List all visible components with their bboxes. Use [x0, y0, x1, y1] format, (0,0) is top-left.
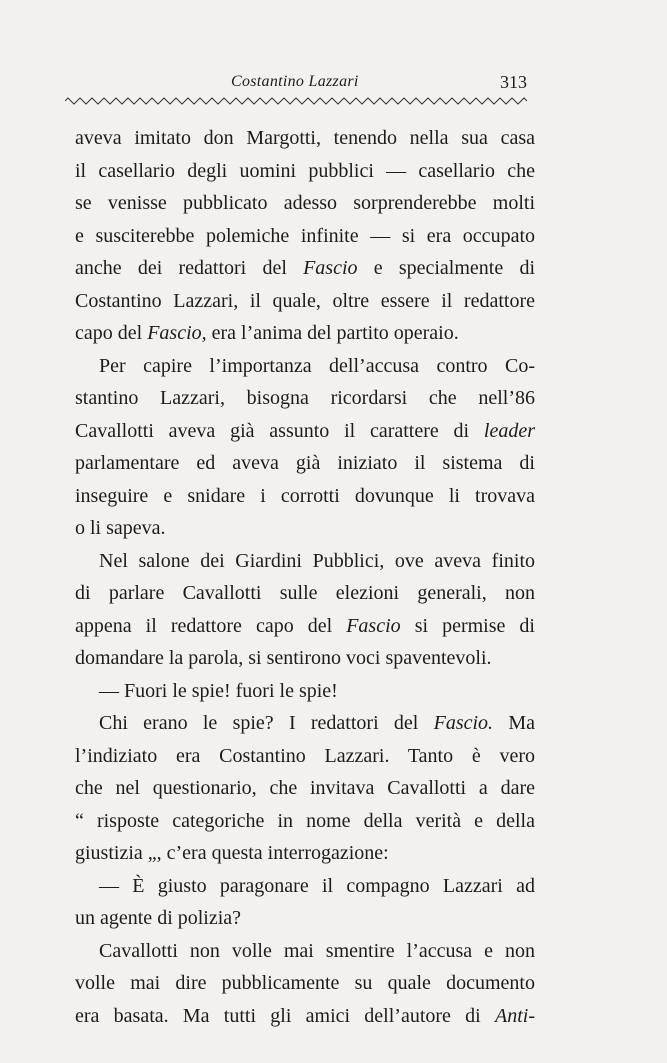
- text-line: domandare la parola, si sentirono voci spaventevoli.: [75, 647, 492, 669]
- text-line: giustizia „, c’era questa interrogazione:: [75, 842, 389, 864]
- text-line: di parlare Cavallotti sulle elezioni generali, non: [75, 582, 535, 604]
- text-line: Nel salone dei Giardini Pubblici, ove aveva finito: [99, 549, 535, 572]
- text-line: il casellario degli uomini pubblici — casellario che: [75, 159, 535, 182]
- text-line: Costantino Lazzari, il quale, oltre essere il redattore: [75, 289, 535, 312]
- text-line: stantino Lazzari, bisogna ricordarsi che nell’86: [75, 387, 535, 409]
- text-line: se venisse pubblicato adesso sorprenderebbe molti: [75, 192, 535, 214]
- text-line: Cavallotti aveva già assunto il carattere di leader: [75, 419, 535, 442]
- text-line: — È giusto paragonare il compagno Lazzari ad: [99, 874, 535, 897]
- body-text: [75, 122, 535, 1032]
- text-line: era basata. Ma tutti gli amici dell’autore di Anti-: [75, 1004, 535, 1027]
- italic-word: leader: [483, 419, 535, 442]
- text-line: — Fuori le spie! fuori le spie!: [99, 679, 338, 702]
- italic-title: Fascio: [303, 257, 358, 279]
- text-line: anche dei redattori del Fascio e specialmente di: [75, 257, 535, 279]
- italic-title: Fascio.: [433, 712, 494, 734]
- page-number: 313: [500, 72, 527, 92]
- text-line: Chi erano le spie? I redattori del Fascio. Ma: [99, 712, 535, 734]
- text-line: che nel questionario, che invitava Cavallotti a dare: [75, 777, 535, 799]
- italic-title: Fascio,: [147, 322, 207, 344]
- text-line: parlamentare ed aveva già iniziato il sistema di: [75, 452, 535, 474]
- text-line: o li sapeva.: [75, 517, 166, 539]
- text-line: Per capire l’importanza dell’accusa contro Co-: [99, 354, 535, 377]
- header-rule-ornament: [65, 96, 527, 106]
- page-header: [65, 73, 527, 97]
- text-line: un agente di polizia?: [75, 907, 242, 929]
- text-line: aveva imitato don Margotti, tenendo nella sua casa: [75, 127, 535, 149]
- text-line: appena il redattore capo del Fascio si permise di: [75, 614, 535, 637]
- italic-title: Anti-: [495, 1004, 535, 1027]
- running-title: Costantino Lazzari: [231, 73, 359, 90]
- text-line: volle mai dire pubblicamente su quale documento: [75, 972, 535, 994]
- italic-title: Fascio: [346, 614, 401, 637]
- text-line: inseguire e snidare i corrotti dovunque li trovava: [75, 484, 535, 507]
- text-line: Cavallotti non volle mai smentire l’accusa e non: [99, 939, 535, 962]
- text-line: capo del Fascio, era l’anima del partito operaio.: [75, 322, 459, 344]
- text-line: l’indiziato era Costantino Lazzari. Tanto è vero: [75, 744, 535, 767]
- text-line: e susciterebbe polemiche infinite — si era occupato: [75, 224, 535, 247]
- text-line: “ risposte categoriche in nome della verità e della: [75, 809, 535, 832]
